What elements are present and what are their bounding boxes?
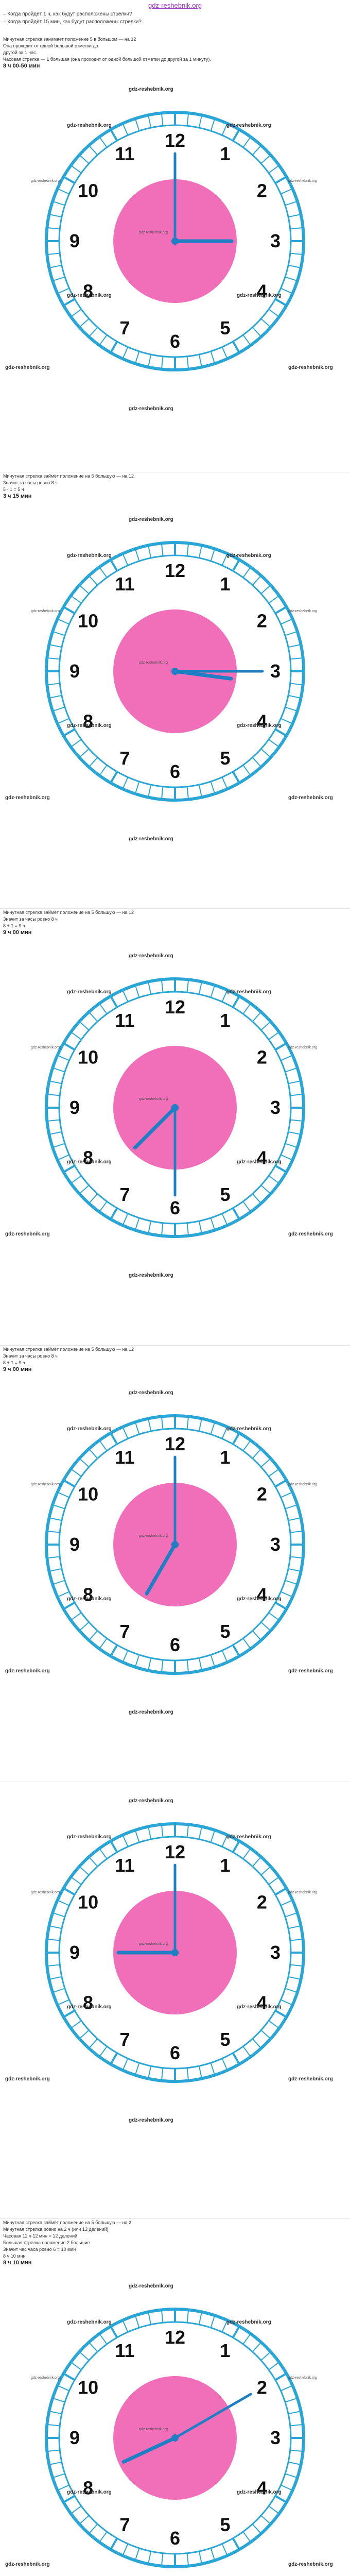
exercise-text: Часовая 12 ч 12 мин = 12 делений: [3, 2233, 78, 2239]
exercise-text: Значит за часы ровно 8 ч: [3, 917, 58, 922]
watermark: gdz-reshebnik.org: [237, 2489, 282, 2495]
exercise-answer: 8 ч 10 мин: [3, 2259, 32, 2266]
clock-numeral: 10: [78, 1891, 99, 1913]
clock-numeral: 10: [78, 1483, 99, 1505]
clock-numeral: 1: [220, 143, 231, 165]
clock-numeral: 5: [220, 1620, 231, 1642]
clock-face: [10, 2273, 340, 2576]
block-divider: [0, 908, 350, 909]
clock-numeral: 2: [256, 610, 267, 632]
watermark: gdz-reshebnik.org: [288, 1231, 333, 1238]
clock-numeral: 8: [83, 280, 94, 302]
watermark: gdz-reshebnik.org: [129, 1709, 173, 1715]
exercise-text: Часовая стрелка — 1 большая (она проходит от одной большой отметки до другой за 1 минуту).: [3, 57, 211, 62]
clock-numeral: 12: [164, 560, 186, 581]
clock-numeral: 9: [69, 230, 80, 251]
clock-numeral: 7: [119, 2514, 130, 2535]
exercise-answer: 3 ч 15 мин: [3, 493, 32, 499]
watermark: gdz-reshebnik.org: [129, 1389, 173, 1396]
watermark: gdz-reshebnik.org: [129, 2117, 173, 2124]
watermark: gdz-reshebnik.org: [237, 1596, 282, 1602]
clock-face: [10, 1380, 340, 1709]
clock-numeral: 11: [115, 1010, 135, 1031]
clock-center-pin: [171, 1104, 179, 1111]
clock-numeral: 8: [83, 710, 94, 732]
clock-numeral: 10: [78, 1046, 99, 1068]
watermark: gdz-reshebnik.org: [288, 1046, 318, 1050]
clock-numeral: 6: [169, 1634, 181, 1655]
clock-numeral: 12: [164, 1841, 186, 1863]
exercise-block: [0, 36, 350, 473]
clock-center-pin: [171, 1949, 179, 1956]
watermark: gdz-reshebnik.org: [288, 609, 318, 613]
clock-numeral: 5: [220, 2514, 231, 2535]
watermark: gdz-reshebnik.org: [129, 953, 173, 959]
watermark: gdz-reshebnik.org: [288, 794, 333, 801]
exercise-block: [0, 909, 350, 1346]
watermark: gdz-reshebnik.org: [31, 1482, 60, 1486]
clock-center-pin: [171, 2434, 179, 2442]
clock-numeral: 6: [169, 2042, 181, 2064]
clock-numeral: 6: [169, 760, 181, 782]
watermark: gdz-reshebnik.org: [288, 1891, 318, 1895]
clock-numeral: 8: [83, 1584, 94, 1605]
exercise-text: 5 · 1 = 5 ч: [3, 486, 24, 492]
watermark: gdz-reshebnik.org: [129, 1273, 173, 1279]
clock-numeral: 7: [119, 1620, 130, 1642]
clock-face: [10, 506, 340, 836]
watermark: gdz-reshebnik.org: [139, 1942, 168, 1946]
clock-numeral: 9: [69, 2427, 80, 2448]
clock-numeral: 10: [78, 2377, 99, 2398]
clock-numeral: 7: [119, 747, 130, 769]
clock-numeral: 7: [119, 2029, 130, 2050]
watermark: gdz-reshebnik.org: [67, 1596, 112, 1602]
watermark: gdz-reshebnik.org: [226, 1834, 271, 1840]
exercise-text: Минутная стрелка займёт положение на 5 большую — на 12: [3, 473, 134, 479]
watermark: gdz-reshebnik.org: [288, 365, 333, 370]
clock-numeral: 9: [69, 1942, 80, 1963]
header-link[interactable]: gdz-reshebnik.org: [148, 2, 202, 9]
exercise-answer: 9 ч 00 мин: [3, 929, 32, 936]
exercise-text: другой за 1 час.: [3, 50, 38, 55]
clock-center-pin: [171, 668, 179, 675]
watermark: gdz-reshebnik.org: [139, 660, 168, 665]
watermark: gdz-reshebnik.org: [31, 1891, 60, 1895]
clock-numeral: 5: [220, 1184, 231, 1206]
clock-numeral: 4: [256, 710, 267, 732]
exercise-text: 8 + 1 = 9 ч: [3, 1360, 25, 1365]
clock-numeral: 7: [119, 317, 130, 338]
exercise-text: Большая стрелка положение 2 большие: [3, 2240, 90, 2245]
clock-numeral: 3: [270, 660, 281, 682]
watermark: gdz-reshebnik.org: [139, 231, 168, 234]
clock-numeral: 3: [270, 1942, 281, 1963]
watermark: gdz-reshebnik.org: [226, 2319, 271, 2325]
exercise-answer: 8 ч 00-50 мин: [3, 63, 40, 69]
clock-numeral: 4: [256, 280, 267, 302]
exercise-text: Минутная стрелка займёт положение на 5 большую — на 2: [3, 2219, 131, 2225]
clock-numeral: 8: [83, 1992, 94, 2013]
clock-numeral: 3: [270, 1533, 281, 1555]
clock-numeral: 11: [115, 1446, 135, 1468]
watermark: gdz-reshebnik.org: [5, 794, 50, 801]
question-1: – Когда пройдёт 1 ч, как будут расположены стрелки?: [3, 11, 142, 17]
clock-numeral: 12: [164, 1433, 186, 1454]
watermark: gdz-reshebnik.org: [237, 293, 282, 298]
watermark: gdz-reshebnik.org: [5, 2561, 50, 2567]
exercise-text: Она проходит от одной большой отметки до: [3, 43, 98, 48]
clock-numeral: 1: [220, 1855, 231, 1876]
watermark: gdz-reshebnik.org: [31, 1046, 60, 1050]
clock-numeral: 12: [164, 996, 186, 1018]
watermark: gdz-reshebnik.org: [31, 609, 60, 613]
clock-face: [10, 943, 340, 1273]
clock-numeral: 1: [220, 573, 231, 595]
watermark: gdz-reshebnik.org: [67, 2489, 112, 2495]
watermark: gdz-reshebnik.org: [139, 1534, 168, 1538]
clock-center-pin: [171, 238, 179, 245]
watermark: gdz-reshebnik.org: [288, 2076, 333, 2082]
clock-numeral: 1: [220, 1446, 231, 1468]
watermark: gdz-reshebnik.org: [31, 2376, 60, 2380]
clock-numeral: 5: [220, 747, 231, 769]
exercise-text: Значит за часы ровно 8 ч: [3, 1353, 58, 1359]
watermark: gdz-reshebnik.org: [129, 836, 173, 842]
clock-numeral: 3: [270, 1097, 281, 1118]
watermark: gdz-reshebnik.org: [226, 989, 271, 995]
clock-numeral: 10: [78, 180, 99, 201]
questions-list: [3, 9, 142, 27]
exercise-text: Минутная стрелка займёт положение на 5 большую — на 12: [3, 910, 134, 916]
watermark: gdz-reshebnik.org: [129, 406, 173, 412]
block-divider: [0, 2218, 350, 2219]
clock-numeral: 12: [164, 2326, 186, 2348]
clock-numeral: 9: [69, 1533, 80, 1555]
clock-numeral: 9: [69, 660, 80, 682]
watermark: gdz-reshebnik.org: [226, 123, 271, 128]
watermark: gdz-reshebnik.org: [139, 2427, 168, 2431]
block-divider: [0, 1345, 350, 1346]
watermark: gdz-reshebnik.org: [288, 1668, 333, 1674]
watermark: gdz-reshebnik.org: [67, 1834, 112, 1840]
watermark: gdz-reshebnik.org: [129, 516, 173, 522]
clock-numeral: 3: [270, 230, 281, 251]
watermark: gdz-reshebnik.org: [288, 179, 318, 183]
clock-numeral: 6: [169, 331, 181, 352]
clock-numeral: 2: [256, 180, 267, 201]
clock-numeral: 11: [115, 2340, 135, 2362]
watermark: gdz-reshebnik.org: [237, 2004, 282, 2010]
clock-numeral: 11: [115, 1855, 135, 1876]
clock-numeral: 4: [256, 2477, 267, 2499]
clock-numeral: 4: [256, 1584, 267, 1605]
watermark: gdz-reshebnik.org: [129, 2283, 173, 2289]
watermark: gdz-reshebnik.org: [226, 1426, 271, 1432]
clock-numeral: 4: [256, 1147, 267, 1168]
watermark: gdz-reshebnik.org: [67, 123, 112, 128]
watermark: gdz-reshebnik.org: [139, 1097, 168, 1101]
watermark: gdz-reshebnik.org: [67, 2319, 112, 2325]
watermark: gdz-reshebnik.org: [67, 552, 112, 558]
clock-numeral: 6: [169, 1197, 181, 1219]
exercise-block: [0, 473, 350, 910]
watermark: gdz-reshebnik.org: [129, 1798, 173, 1804]
clock-numeral: 11: [115, 143, 135, 165]
watermark: gdz-reshebnik.org: [288, 1482, 318, 1486]
clock-face: [10, 1788, 340, 2117]
watermark: gdz-reshebnik.org: [5, 1668, 50, 1674]
watermark: gdz-reshebnik.org: [67, 722, 112, 728]
clock-numeral: 5: [220, 317, 231, 338]
watermark: gdz-reshebnik.org: [237, 1159, 282, 1165]
watermark: gdz-reshebnik.org: [5, 365, 50, 370]
exercise-text: Минутная стрелка занимает положение 5 в большом — на 12: [3, 37, 136, 42]
clock-numeral: 1: [220, 2340, 231, 2362]
exercise-text: Минутная стрелка ровно на 2 ч (или 12 делений): [3, 2226, 109, 2232]
clock-numeral: 4: [256, 1992, 267, 2013]
clock-numeral: 8: [83, 2477, 94, 2499]
clock-numeral: 1: [220, 1010, 231, 1031]
clock-numeral: 2: [256, 1891, 267, 1913]
exercise-text: 8 ч 10 мин: [3, 2253, 26, 2259]
exercise-block: [0, 1783, 350, 2219]
watermark: gdz-reshebnik.org: [31, 179, 60, 183]
exercise-text: Минутная стрелка займёт положение на 5 большую — на 12: [3, 1346, 134, 1352]
watermark: gdz-reshebnik.org: [67, 1426, 112, 1432]
exercise-text: Значит за часы ровно 8 ч: [3, 480, 58, 485]
clock-numeral: 3: [270, 2427, 281, 2448]
watermark: gdz-reshebnik.org: [67, 2004, 112, 2010]
clock-numeral: 7: [119, 1184, 130, 1206]
clock-numeral: 2: [256, 1483, 267, 1505]
exercise-block: [0, 2219, 350, 2576]
watermark: gdz-reshebnik.org: [129, 87, 173, 92]
clock-numeral: 8: [83, 1147, 94, 1168]
clock-numeral: 12: [164, 130, 186, 151]
clock-numeral: 2: [256, 2377, 267, 2398]
clock-numeral: 6: [169, 2527, 181, 2549]
watermark: gdz-reshebnik.org: [288, 2561, 333, 2567]
watermark: gdz-reshebnik.org: [67, 1159, 112, 1165]
clock-face: [10, 76, 340, 406]
exercise-text: Значит час часа ровно 6 = 10 мин: [3, 2246, 76, 2252]
watermark: gdz-reshebnik.org: [67, 989, 112, 995]
clock-numeral: 9: [69, 1097, 80, 1118]
watermark: gdz-reshebnik.org: [288, 2376, 318, 2380]
watermark: gdz-reshebnik.org: [67, 293, 112, 298]
exercise-block: [0, 1346, 350, 1783]
exercise-answer: 9 ч 00 мин: [3, 1366, 32, 1372]
exercise-text: 8 + 1 = 9 ч: [3, 923, 25, 929]
clock-numeral: 5: [220, 2029, 231, 2050]
watermark: gdz-reshebnik.org: [5, 1231, 50, 1238]
clock-numeral: 11: [115, 573, 135, 595]
watermark: gdz-reshebnik.org: [226, 552, 271, 558]
clock-numeral: 10: [78, 610, 99, 632]
watermark: gdz-reshebnik.org: [5, 2076, 50, 2082]
question-2: – Когда пройдёт 15 мин, как будут расположены стрелки?: [3, 19, 142, 25]
clock-center-pin: [171, 1541, 179, 1548]
watermark: gdz-reshebnik.org: [237, 722, 282, 728]
clock-numeral: 2: [256, 1046, 267, 1068]
